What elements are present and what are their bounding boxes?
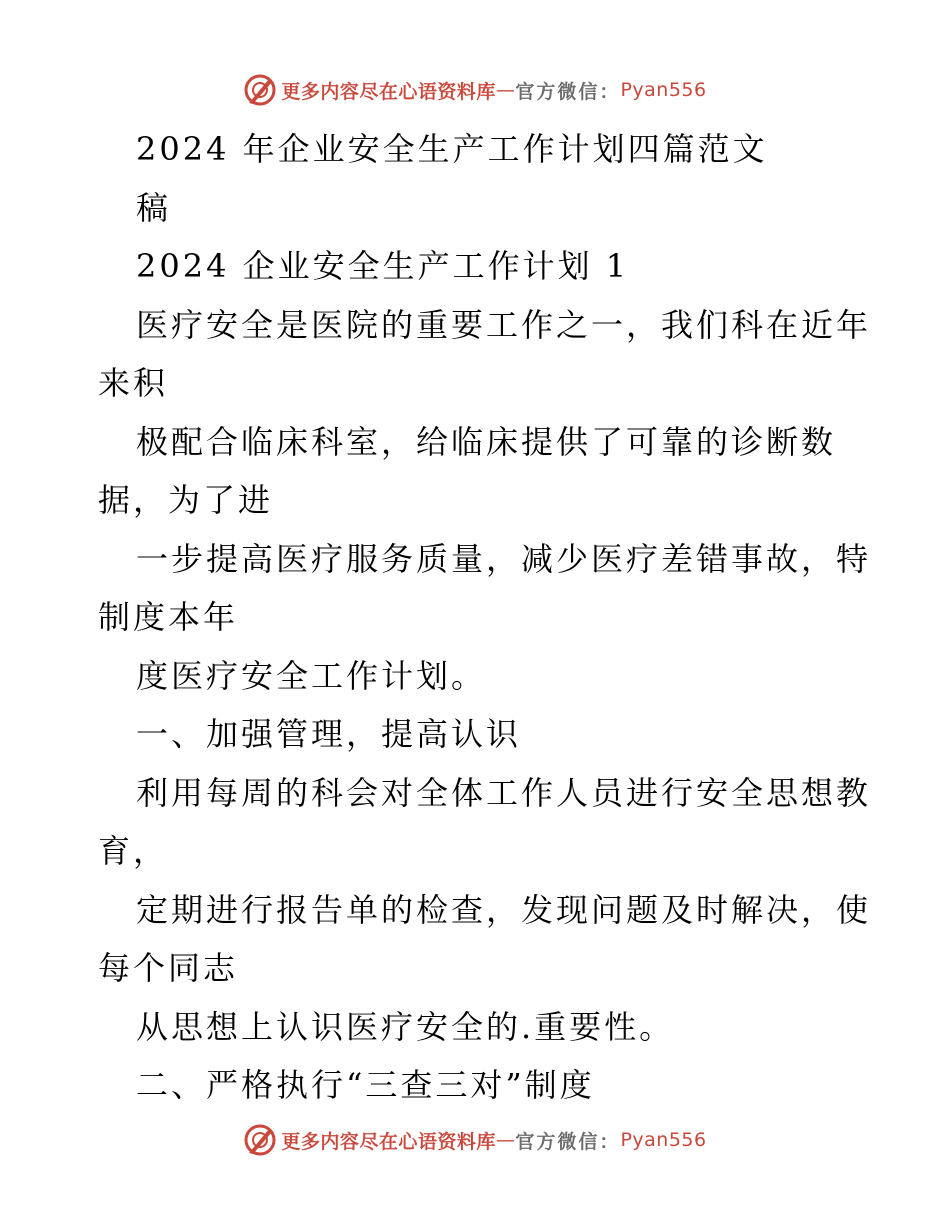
footer-banner-text [281,1127,706,1154]
header-banner [0,70,950,110]
section-heading: 2024 企业安全生产工作计划 1 [136,247,630,285]
paragraph-line: 育， [98,832,169,870]
footer-site-text: 更多内容尽在心语资料库 [281,1130,496,1153]
paragraph-line: 极配合临床科室，给临床提供了可靠的诊断数 [136,422,837,461]
document-title: 2024 年企业安全生产工作计划四篇范文 [136,130,768,168]
paragraph-line: 从思想上认识医疗安全的.重要性。 [136,1007,675,1046]
header-site-text: 更多内容尽在心语资料库 [281,80,496,103]
footer-contact-label: 官方微信： [515,1130,621,1153]
header-dash: — [495,79,516,101]
paragraph-line: 定期进行报告单的检查，发现问题及时解决，使 [136,890,872,929]
header-banner-text [281,77,706,104]
paragraph-line: 利用每周的科会对全体工作人员进行安全思想教 [136,773,872,812]
footer-contact-id: Pyan556 [620,1129,707,1151]
footer-banner [0,1120,950,1160]
subsection-heading: 一、加强管理，提高认识 [136,715,522,753]
document-title-continued: 稿 [136,188,172,227]
paragraph-line: 度医疗安全工作计划。 [136,656,487,695]
paragraph-line: 一步提高医疗服务质量，减少医疗差错事故，特 [136,539,872,578]
quill-circle-icon [243,73,277,107]
paragraph-line: 制度本年 [98,598,239,636]
paragraph-line: 每个同志 [98,949,239,987]
header-contact-label: 官方微信： [515,80,621,103]
subsection-heading: 二、严格执行“三查三对”制度 [136,1066,595,1104]
paragraph-line: 医疗安全是医院的重要工作之一，我们科在近年 [136,305,872,344]
paragraph-line: 据，为了进 [98,481,274,519]
document-body [98,120,872,1115]
paragraph-line: 来积 [98,364,169,402]
header-contact-id: Pyan556 [620,79,707,101]
footer-dash: — [495,1129,516,1151]
quill-circle-icon [243,1123,277,1157]
